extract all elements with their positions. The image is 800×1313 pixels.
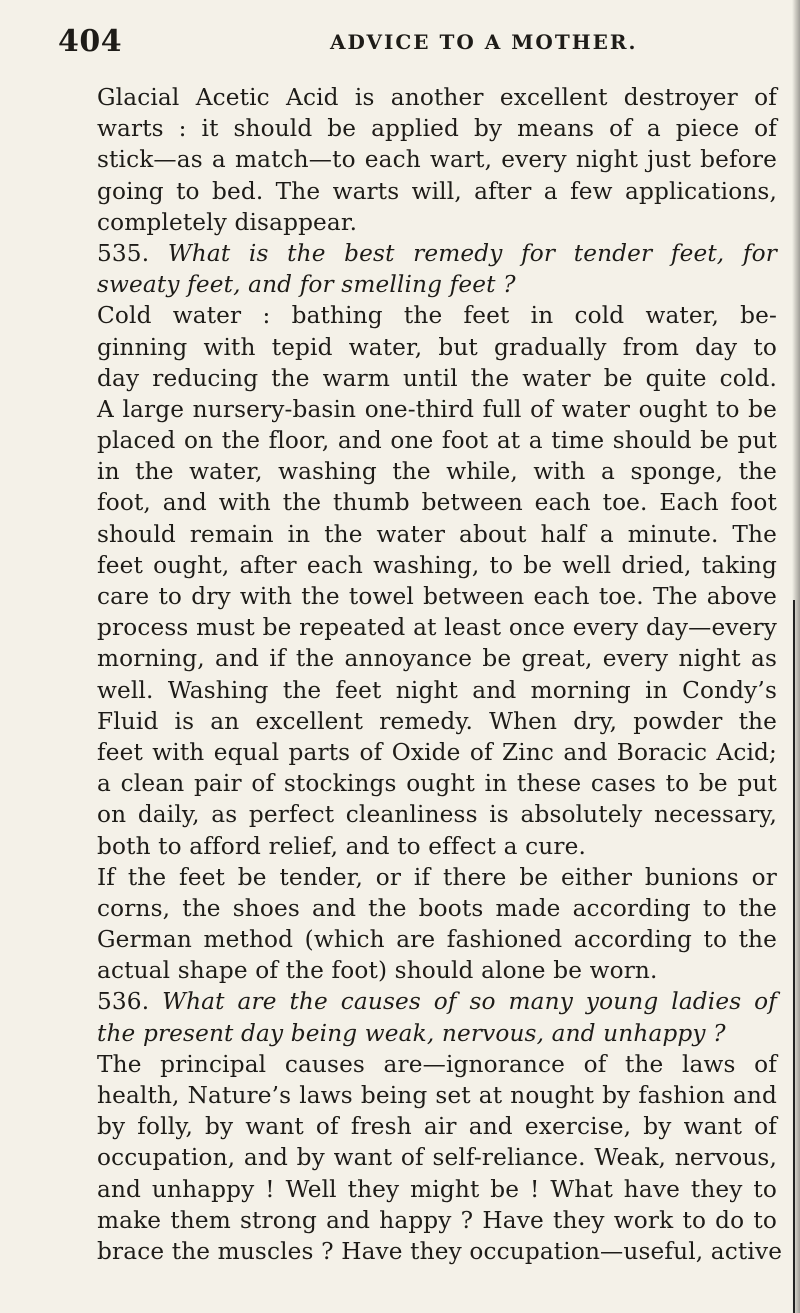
text-line: [97, 643, 777, 674]
text-line: [97, 799, 777, 830]
text-line: [97, 300, 777, 331]
line-text: ginning with tepid water, but gradually from day to: [97, 333, 777, 361]
question-text: the present day being weak, nervous, and unhappy ?: [97, 1019, 726, 1047]
line-text: foot, and with the thumb between each toe. Each foot: [97, 489, 777, 517]
text-line: [97, 1080, 777, 1111]
line-text: Cold water : bathing the feet in cold water, be-: [97, 302, 777, 330]
line-text: corns, the shoes and the boots made according to the: [97, 894, 777, 922]
text-line: [97, 207, 777, 238]
text-line: [97, 706, 777, 737]
line-text: occupation, and by want of self-reliance. Weak, nervous,: [97, 1144, 777, 1172]
line-text: placed on the floor, and one foot at a time should be put: [97, 427, 777, 455]
text-line: [97, 176, 777, 207]
text-line: [97, 893, 777, 924]
line-text: well. Washing the feet night and morning in Condy’s: [97, 676, 777, 704]
text-line: [97, 113, 777, 144]
line-text: actual shape of the foot) should alone be worn.: [97, 957, 658, 985]
line-text: completely disappear.: [97, 208, 358, 236]
section-number: 536.: [97, 988, 163, 1016]
page-edge-line: [793, 600, 795, 1313]
line-text: in the water, washing the while, with a sponge, the: [97, 458, 777, 486]
text-line: [97, 425, 777, 456]
text-line: [97, 1174, 777, 1205]
text-line: [97, 581, 777, 612]
text-line: [97, 831, 777, 862]
text-line: [97, 332, 777, 363]
text-line: [97, 519, 777, 550]
body-text: [97, 82, 783, 1267]
line-text: Fluid is an excellent remedy. When dry, powder the: [97, 707, 777, 735]
text-line: [97, 612, 777, 643]
line-text: process must be repeated at least once every day—every: [97, 614, 777, 642]
line-text: a clean pair of stockings ought in these cases to be put: [97, 770, 777, 798]
line-text: The principal causes are—ignorance of the laws of: [97, 1050, 777, 1078]
text-line: [97, 675, 777, 706]
text-line: [97, 238, 777, 269]
text-line: [97, 269, 777, 300]
text-line: [97, 1049, 777, 1080]
line-text: by folly, by want of fresh air and exercise, by want of: [97, 1113, 777, 1141]
text-line: [97, 363, 777, 394]
line-text: and unhappy ! Well they might be ! What have they to: [97, 1175, 777, 1203]
line-text: stick—as a match—to each wart, every night just before: [97, 146, 777, 174]
line-text: both to afford relief, and to effect a cure.: [97, 832, 586, 860]
line-text: should remain in the water about half a minute. The: [97, 520, 777, 548]
text-line: [97, 1205, 777, 1236]
line-text: brace the muscles ? Have they occupation—useful, active: [97, 1237, 783, 1265]
line-text: going to bed. The warts will, after a few applications,: [97, 177, 777, 205]
question-text: What is the best remedy for tender feet, for: [167, 239, 777, 267]
text-line: [97, 1236, 783, 1267]
line-text: feet ought, after each washing, to be well dried, taking: [97, 551, 777, 579]
text-line: [97, 955, 777, 986]
text-line: [97, 487, 777, 518]
line-text: Glacial Acetic Acid is another excellent destroyer of: [97, 84, 777, 111]
line-text: on daily, as perfect cleanliness is absolutely necessary,: [97, 801, 777, 829]
text-line: [97, 1018, 777, 1049]
line-text: German method (which are fashioned according to the: [97, 926, 777, 954]
text-line: [97, 862, 777, 893]
text-line: [97, 550, 777, 581]
text-line: [97, 82, 777, 113]
line-text: health, Nature’s laws being set at nought by fashion and: [97, 1082, 777, 1109]
text-line: [97, 737, 777, 768]
text-line: [97, 1142, 777, 1173]
section-number: 535.: [97, 239, 168, 267]
text-line: [97, 394, 777, 425]
text-line: [97, 986, 777, 1017]
line-text: warts : it should be applied by means of a piece of: [97, 115, 777, 143]
line-text: If the feet be tender, or if there be either bunions or: [97, 863, 777, 891]
line-text: day reducing the warm until the water be quite cold.: [97, 364, 777, 392]
text-line: [97, 768, 777, 799]
line-text: A large nursery-basin one-third full of water ought to be: [97, 395, 777, 423]
text-line: [97, 924, 777, 955]
running-title: ADVICE TO A MOTHER.: [330, 30, 638, 54]
line-text: morning, and if the annoyance be great, every night as: [97, 645, 777, 673]
question-text: What are the causes of so many young ladies of: [162, 988, 777, 1016]
question-text: sweaty feet, and for smelling feet ?: [97, 271, 516, 299]
page-number: 404: [58, 24, 123, 59]
line-text: make them strong and happy ? Have they work to do to: [97, 1206, 777, 1234]
text-line: [97, 456, 777, 487]
line-text: feet with equal parts of Oxide of Zinc and Boracic Acid;: [97, 738, 777, 766]
text-line: [97, 144, 777, 175]
line-text: care to dry with the towel between each toe. The above: [97, 583, 777, 610]
text-line: [97, 1111, 777, 1142]
